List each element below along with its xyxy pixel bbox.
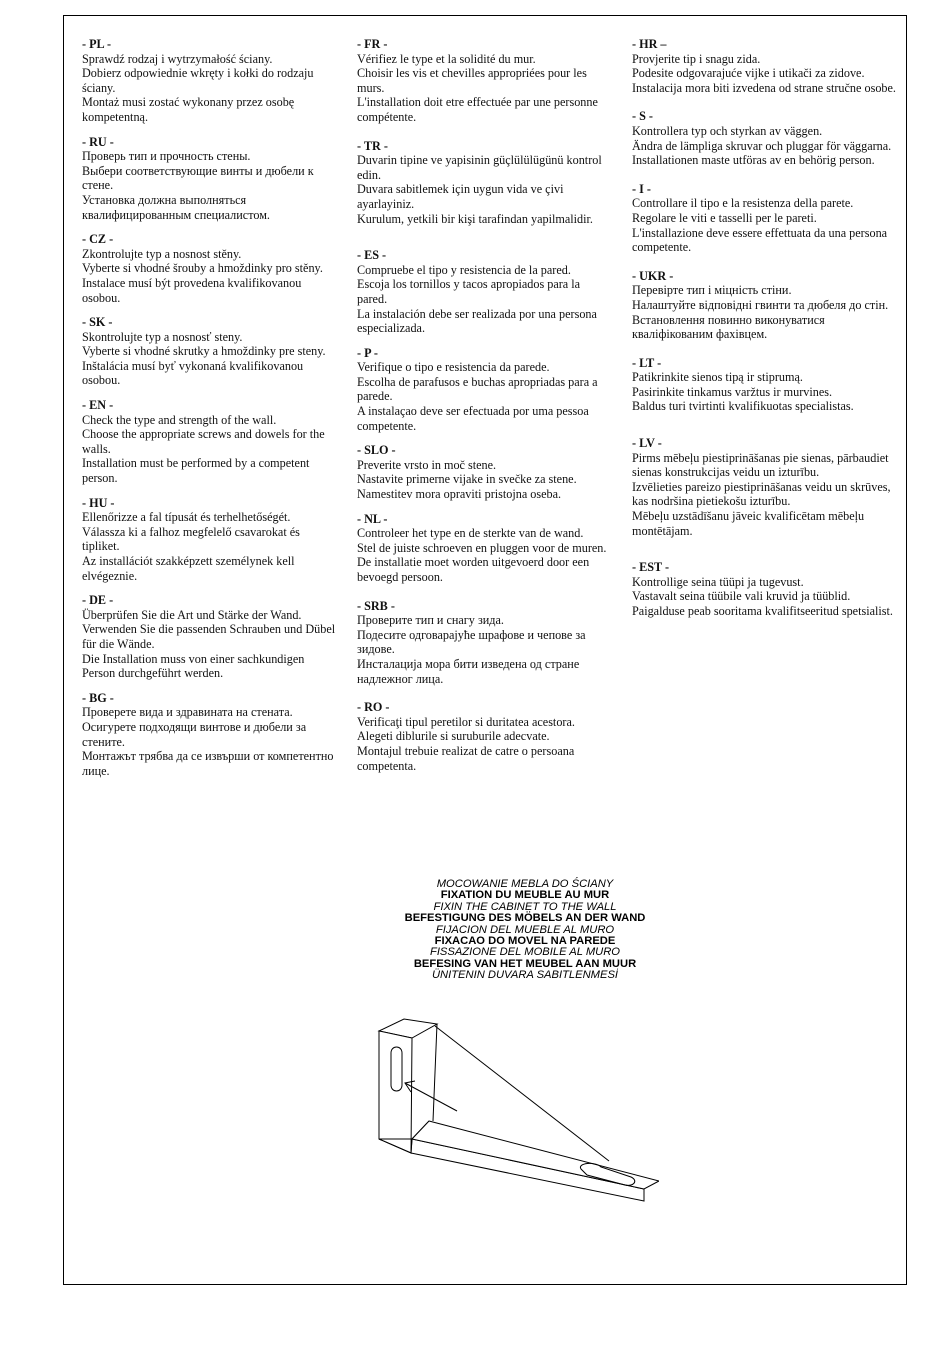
section-line: Vérifiez le type et la solidité du mur. bbox=[357, 51, 536, 66]
section-line: Verificaţi tipul peretilor si duritatea acestora. bbox=[357, 714, 575, 729]
section-line: Duvarin tipine ve yapisinin güçlülülügünü kontrol edin. bbox=[357, 153, 602, 182]
section-code: - LT - bbox=[632, 355, 662, 370]
section-code: - NL - bbox=[357, 511, 388, 526]
section-sk bbox=[82, 315, 338, 388]
title-tr: ÜNITENIN DUVARA SABITLENMESİ bbox=[431, 969, 619, 982]
section-code: - TR - bbox=[357, 138, 388, 153]
section-code: - FR - bbox=[357, 37, 388, 51]
section-es bbox=[357, 248, 613, 336]
section-line: Pirms mēbeļu piestiprināšanas pie sienas, pārbaudiet sienas konstrukcijas veidu un izturību. bbox=[632, 450, 889, 480]
section-line: Verifique o tipo e resistencia da parede. bbox=[357, 360, 550, 375]
section-line: Montaż musi zostać wykonany przez osobę kompetentną. bbox=[82, 95, 295, 124]
section-est bbox=[632, 560, 900, 618]
section-line: Sprawdź rodzaj i wytrzymałość ściany. bbox=[82, 51, 273, 66]
section-line: L'installazione deve essere effettuata da una persona competente. bbox=[632, 225, 888, 255]
section-code: - SK - bbox=[82, 315, 113, 330]
title-fr: FIXATION DU MEUBLE AU MUR bbox=[440, 889, 610, 902]
section-code: - EN - bbox=[82, 398, 114, 413]
section-line: Mēbeļu uzstādīšanu jāveic kvalificētam mēbeļu montētājam. bbox=[632, 509, 865, 538]
section-line: Podesite odgovarajuće vijke i utikači za zidove. bbox=[632, 66, 865, 81]
section-ro bbox=[357, 700, 613, 773]
section-lt bbox=[632, 356, 900, 414]
section-line: Choose the appropriate screws and dowels for the walls. bbox=[82, 427, 325, 456]
section-line: Vyberte si vhodné skrutky a hmoždinky pre steny. bbox=[82, 344, 326, 359]
section-line: Duvara sabitlemek için uygun vida ve çivi ayarlayiniz. bbox=[357, 182, 564, 211]
section-line: Überprüfen Sie die Art und Stärke der Wand. bbox=[82, 607, 302, 622]
section-line: Instalace musí být provedena kvalifikovanou osobou. bbox=[82, 275, 302, 305]
section-code: - LV - bbox=[632, 436, 662, 451]
section-srb bbox=[357, 599, 613, 687]
section-de bbox=[82, 593, 338, 681]
section-fr bbox=[357, 37, 613, 125]
arrow-shaft bbox=[405, 1083, 457, 1111]
title-nl: BEFESING VAN HET MEUBEL AAN MUUR bbox=[413, 957, 637, 970]
section-line: Patikrinkite sienos tipą ir stiprumą. bbox=[632, 370, 803, 385]
section-s bbox=[632, 109, 900, 167]
section-line: Nastavite primerne vijake in svečke za stene. bbox=[357, 472, 577, 487]
section-line: Встановлення повинно виконуватися кваліфікованим фахівцем. bbox=[632, 312, 825, 342]
title-it: FISSAZIONE DEL MOBILE AL MURO bbox=[429, 946, 621, 959]
section-code: - HU - bbox=[82, 495, 115, 510]
section-line: Vyberte si vhodné šrouby a hmoždinky pro stěny. bbox=[82, 261, 323, 276]
section-code: - EST - bbox=[632, 560, 670, 575]
section-line: Выбери соответствующие винты и дюбели к стене. bbox=[82, 163, 314, 193]
section-bg bbox=[82, 691, 338, 779]
section-line: Inštalácia musí byť vykonaná kvalifikovanou osobou. bbox=[82, 358, 304, 388]
section-line: Проверите тип и снагу зида. bbox=[357, 613, 504, 628]
section-line: Provjerite tip i snagu zida. bbox=[632, 51, 761, 66]
section-line: Zkontrolujte typ a nosnost stěny. bbox=[82, 246, 242, 261]
column-left bbox=[82, 37, 338, 778]
section-line: Перевірте тип і міцність стіни. bbox=[632, 283, 792, 298]
section-code: - SRB - bbox=[357, 598, 395, 613]
section-line: La instalación debe ser realizada por una persona especializada. bbox=[357, 306, 597, 336]
section-line: Проверете вида и здравината на стената. bbox=[82, 705, 293, 720]
section-ru bbox=[82, 135, 338, 223]
section-tr bbox=[357, 139, 613, 227]
section-line: Regolare le viti e tasselli per le pareti. bbox=[632, 210, 817, 225]
fixing-title-block bbox=[364, 879, 686, 982]
section-line: A instalaçao deve ser efectuada por uma pessoa competente. bbox=[357, 404, 589, 433]
section-code: - I - bbox=[632, 181, 651, 196]
section-line: Alegeti diblurile si suruburile adecvate. bbox=[357, 729, 550, 744]
bracket-vertical-face bbox=[379, 1031, 412, 1153]
section-line: Válassza ki a falhoz megfelelő csavarokat és tipliket. bbox=[82, 524, 300, 554]
section-line: Проверь тип и прочность стены. bbox=[82, 149, 251, 164]
column-right bbox=[632, 37, 900, 619]
section-line: De installatie moet worden uitgevoerd door een bevoegd persoon. bbox=[357, 555, 590, 584]
wall-bracket-icon bbox=[369, 1001, 659, 1226]
section-code: - ES - bbox=[357, 248, 387, 263]
section-line: Check the type and strength of the wall. bbox=[82, 412, 277, 427]
section-nl bbox=[357, 512, 613, 585]
section-line: Установка должна выполняться квалифицированным специалистом. bbox=[82, 192, 270, 222]
section-line: Инсталација мора бити изведена од стране надлежног лица. bbox=[357, 656, 580, 686]
section-line: Осигурете подходящи винтове и дюбели за стените. bbox=[82, 719, 307, 749]
section-line: Preverite vrsto in moč stene. bbox=[357, 457, 497, 472]
title-de: BEFESTIGUNG DES MÖBELS AN DER WAND bbox=[404, 912, 646, 925]
section-line: Izvēlieties pareizo piestiprināšanas veidu un skrūves, kas nodršina pietiekošu izturību. bbox=[632, 479, 891, 509]
section-line: Installation must be performed by a competent person. bbox=[82, 456, 310, 486]
section-code: - CZ - bbox=[82, 232, 114, 247]
section-p bbox=[357, 346, 613, 434]
section-hu bbox=[82, 496, 338, 584]
section-line: Kurulum, yetkili bir kişi tarafindan yapilmalidir. bbox=[357, 211, 593, 226]
section-line: Compruebe el tipo y resistencia de la pared. bbox=[357, 262, 571, 277]
section-code: - PL - bbox=[82, 37, 112, 51]
section-i bbox=[632, 182, 900, 255]
section-line: Skontrolujte typ a nosnosť steny. bbox=[82, 329, 243, 344]
section-line: Vastavalt seina tüübile vali kruvid ja tüüblid. bbox=[632, 589, 851, 604]
title-es: FIJACION DEL MUEBLE AL MURO bbox=[435, 923, 615, 936]
title-en: FIXIN THE CABINET TO THE WALL bbox=[433, 900, 617, 913]
section-line: Instalacija mora biti izvedena od strane stručne osobe. bbox=[632, 80, 896, 95]
section-code: - BG - bbox=[82, 690, 114, 705]
section-line: Подесите одговарајуће шрафове и чепове за зидове. bbox=[357, 627, 586, 657]
bracket-back-edge bbox=[433, 1024, 437, 1121]
section-line: Choisir les vis et chevilles appropriées pour les murs. bbox=[357, 66, 587, 95]
section-line: Verwenden Sie die passenden Schrauben und Dübel für die Wände. bbox=[82, 622, 336, 651]
section-code: - S - bbox=[632, 109, 653, 124]
section-line: Die Installation muss von einer sachkundigen Person durchgeführt werden. bbox=[82, 651, 305, 681]
section-line: Az installációt szakképzett személynek kell elvégeznie. bbox=[82, 554, 295, 583]
section-line: Namestitev mora opraviti pristojna oseba. bbox=[357, 487, 562, 502]
section-line: Stel de juiste schroeven en pluggen voor de muren. bbox=[357, 540, 607, 555]
section-line: Montajul trebuie realizat de catre o persoana competenta. bbox=[357, 743, 575, 773]
section-cz bbox=[82, 232, 338, 305]
section-lv bbox=[632, 436, 900, 538]
section-line: Controleer het type en de sterkte van de wand. bbox=[357, 526, 584, 541]
section-code: - RO - bbox=[357, 700, 390, 715]
section-line: Paigalduse peab sooritama kvalifitseeritud spetsialist. bbox=[632, 604, 893, 618]
section-line: Pasirinkite tinkamus varžtus ir murvines. bbox=[632, 384, 833, 399]
section-line: Налаштуйте відповідні гвинти та дюбеля до стін. bbox=[632, 297, 889, 312]
instruction-sheet bbox=[63, 15, 907, 1285]
section-line: Ellenőrizze a fal típusát és terhelhetőségét. bbox=[82, 510, 291, 525]
title-p: FIXACAO DO MOVEL NA PAREDE bbox=[434, 935, 616, 948]
section-line: Baldus turi tvirtinti kvalifikuotas specialistas. bbox=[632, 399, 854, 414]
section-code: - RU - bbox=[82, 134, 114, 149]
section-code: - UKR - bbox=[632, 268, 674, 283]
section-ukr bbox=[632, 269, 900, 342]
section-pl bbox=[82, 37, 338, 125]
section-code: - SLO - bbox=[357, 443, 396, 458]
section-code: - DE - bbox=[82, 593, 114, 608]
section-line: Installationen maste utföras av en behörig person. bbox=[632, 153, 875, 168]
section-line: Ändra de lämpliga skruvar och pluggar för väggarna. bbox=[632, 138, 892, 153]
section-line: Монтажът трябва да се извърши от компетентно лице. bbox=[82, 749, 334, 778]
section-line: Dobierz odpowiednie wkręty i kołki do rodzaju ściany. bbox=[82, 66, 314, 95]
column-middle bbox=[357, 37, 613, 773]
section-slo bbox=[357, 443, 613, 501]
section-en bbox=[82, 398, 338, 486]
section-line: Kontrollera typ och styrkan av väggen. bbox=[632, 123, 823, 138]
section-line: L'installation doit etre effectuée par une personne compétente. bbox=[357, 95, 598, 124]
section-code: - P - bbox=[357, 345, 378, 360]
section-hr bbox=[632, 37, 900, 95]
section-line: Escoja los tornillos y tacos apropiados para la pared. bbox=[357, 277, 581, 306]
section-line: Controllare il tipo e la resistenza della parete. bbox=[632, 196, 854, 211]
title-pl: MOCOWANIE MEBLA DO ŚCIANY bbox=[436, 878, 614, 890]
section-line: Kontrollige seina tüüpi ja tugevust. bbox=[632, 574, 804, 589]
section-line: Escolha de parafusos e buchas apropriadas para a parede. bbox=[357, 374, 598, 404]
section-code: - HR – bbox=[632, 37, 667, 51]
